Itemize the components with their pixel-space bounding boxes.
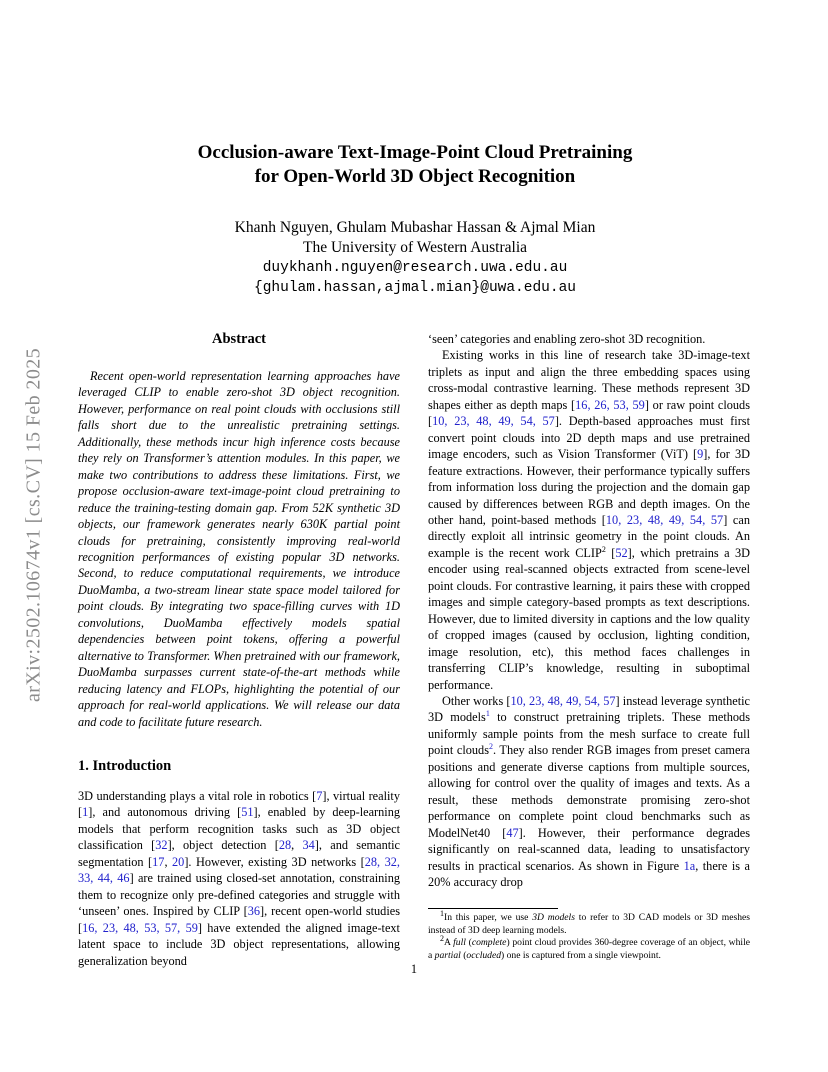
intro-paragraph-1: 3D understanding plays a vital role in robotics [7], virtual reality [1], and autonomous driving [51], enabled by deep-learning models that perform recognition tasks such as 3D object classification [32], object detection [28, 34], and semantic segmentation [17, 20]. However, existing 3D networks [28, 32, 33, 44, 46] are trained using closed-set annotation, constraining them to recognize only pre-defined categories and struggle with ‘unseen’ ones. Inspired by CLIP [36], recent open-world studies [16, 23, 48, 53, 57, 59] have extended the aligned image-text latent space to include 3D object representations, allowing generalization beyond bbox=[78, 789, 401, 968]
author-email-1: duykhanh.nguyen@research.uwa.edu.au bbox=[262, 260, 568, 276]
footnote-number: 2 bbox=[440, 934, 444, 943]
emphasis: occluded bbox=[466, 949, 502, 961]
right-paragraph-2 bbox=[428, 693, 750, 890]
emphasis: 3D models bbox=[532, 912, 575, 923]
text-run: ] instead leverage synthetic 3D models bbox=[428, 693, 750, 725]
footnote-1 bbox=[428, 908, 751, 937]
intro-heading: 1. Introduction bbox=[78, 758, 172, 774]
text-run: ], object detection [ bbox=[167, 838, 279, 853]
author-block bbox=[120, 218, 710, 298]
emphasis: partial bbox=[434, 949, 461, 961]
text-run: to construct pretraining triplets. These methods uniformly sample points from the mesh surface to create full point clouds bbox=[428, 710, 750, 758]
text-run: ) point cloud provides 360-degree coverage of an object, while a bbox=[428, 937, 750, 961]
author-names: Khanh Nguyen, Ghulam Mubashar Hassan & Ajmal Mian bbox=[234, 219, 596, 236]
right-paragraph-0: ‘seen’ categories and enabling zero-shot 3D recognition. bbox=[428, 332, 706, 346]
title-line-1: Occlusion-aware Text-Image-Point Cloud Pretraining bbox=[197, 142, 633, 163]
right-paragraph-1 bbox=[428, 347, 750, 693]
citation-link[interactable]: 28 bbox=[278, 838, 292, 853]
superscript: 2 bbox=[601, 544, 606, 554]
text-run: ]. However, their performance degrades significantly on real-scanned data, leading to unsatisfactory results in practical scenarios. As shown in Figure bbox=[428, 825, 750, 873]
text-run: ] can directly exploit all intrinsic geometry in the point clouds. An example is the recent work CLIP bbox=[428, 512, 750, 560]
paper-title bbox=[120, 141, 710, 189]
citation-link[interactable]: 32 bbox=[155, 838, 168, 853]
citation-link[interactable]: 16, 23, 48, 53, 57, 59 bbox=[82, 920, 198, 935]
citation-link[interactable]: 17 bbox=[152, 854, 165, 869]
text-run: [ bbox=[605, 545, 616, 560]
text-run: ], for 3D feature extractions. However, their performance typically suffers from information loss during the projection and the domain gap caused by differences between RGB and depth images. On the other hand, point-based methods [ bbox=[428, 447, 750, 527]
citation-link[interactable]: 10, 23, 48, 49, 54, 57 bbox=[510, 693, 616, 708]
figure-link[interactable]: 1a bbox=[683, 858, 696, 873]
citation-link[interactable]: 1 bbox=[82, 805, 89, 820]
text-run: ], which pretrains a 3D encoder using real-scanned objects extracted from scene-level point clouds. For contrastive learning, it pairs these with cropped images and simple category-based prompts as text descriptions. However, due to limited diversity in captions and the low quality of cropped images (caused by occlusion, lighting condition, image resolution, etc), this method faces challenges in transferring CLIP’s knowledge, resulting in suboptimal performance. bbox=[428, 545, 751, 692]
text-run: A bbox=[444, 937, 454, 949]
text-run: Other works [ bbox=[442, 693, 511, 708]
citation-link[interactable]: 7 bbox=[316, 789, 323, 803]
arxiv-watermark bbox=[22, 290, 46, 760]
citation-link[interactable]: 10, 23, 48, 49, 54, 57 bbox=[605, 512, 724, 527]
text-run: In this paper, we use bbox=[444, 912, 533, 923]
citation-link[interactable]: 47 bbox=[506, 825, 519, 840]
arxiv-id: arXiv:2502.10674v1 [cs.CV] 15 Feb 2025 bbox=[22, 347, 45, 703]
author-email-2: {ghulam.hassan,ajmal.mian}@uwa.edu.au bbox=[254, 280, 576, 296]
text-run: ( bbox=[465, 937, 472, 949]
footnote-number: 1 bbox=[440, 908, 444, 918]
text-run: ], virtual reality [ bbox=[78, 789, 400, 820]
author-affiliation: The University of Western Australia bbox=[302, 239, 528, 256]
emphasis: full bbox=[453, 937, 466, 949]
emphasis: complete bbox=[471, 937, 507, 949]
citation-link[interactable]: 16, 26, 53, 59 bbox=[575, 397, 645, 412]
text-run: . They also render RGB images from preset camera positions and generate diverse captions from multiple sources, allowing for control over the quality of images and texts. As a result, these methods demonstrate promising zero-shot performance on complete point cloud benchmarks such as ModelNet40 [ bbox=[428, 743, 750, 840]
text-run: ], recent open-world studies [ bbox=[78, 904, 400, 935]
text-run: ], and semantic segmentation [ bbox=[78, 838, 401, 869]
footnote-2 bbox=[428, 934, 750, 962]
text-run: ) one is captured from a single viewpoint. bbox=[501, 949, 661, 961]
text-run: to refer to 3D CAD models or 3D meshes instead of 3D deep learning models. bbox=[428, 912, 751, 936]
title-line-2: for Open-World 3D Object Recognition bbox=[254, 166, 576, 187]
text-run: 3D understanding plays a vital role in robotics [ bbox=[78, 789, 317, 803]
citation-link[interactable]: 10, 23, 48, 49, 54, 57 bbox=[432, 414, 555, 429]
citation-link[interactable]: 51 bbox=[241, 805, 254, 820]
citation-link[interactable]: 36 bbox=[247, 904, 261, 919]
text-run: ( bbox=[460, 949, 467, 961]
citation-link[interactable]: 34 bbox=[302, 838, 315, 853]
citation-link[interactable]: 9 bbox=[697, 447, 704, 462]
footnote-marker[interactable]: 2 bbox=[488, 742, 493, 752]
page-number: 1 bbox=[410, 962, 418, 976]
text-run: ] are trained using closed-set annotation, constraining them to recognize only pre-defined categories and struggle with ‘unseen’ ones. Inspired by CLIP [ bbox=[78, 871, 401, 919]
abstract-text: Recent open-world representation learning approaches have leveraged CLIP to enable zero-shot 3D object recognition. However, performance on real point clouds with occlusions still falls short due to the unrealistic pretraining settings. Additionally, these methods incur high inference costs because they rely on Transformer’s attention modules. In this paper, we make two contributions to address these limitations. First, we propose occlusion-aware text-image-point cloud pretraining to reduce the training-testing domain gap. From 52K synthetic 3D objects, our framework generates nearly 630K partial point clouds for pretraining, consistently improving real-world recognition performances of existing popular 3D networks. Second, to reduce computational requirements, we introduce DuoMamba, a two-stream linear state space model tailored for point clouds. By integrating two space-filling curves with 1D convolutions, DuoMamba effectively models spatial dependencies between point tokens, offering a powerful alternative to Transformer. When pretrained with our framework, DuoMamba surpasses current state-of-the-art methods while reducing latency and FLOPs, highlighting the potential of our approach for real-world applications. We will release our data and code to facilitate future research. bbox=[78, 369, 400, 729]
footnote-rule bbox=[428, 908, 558, 909]
text-run: Existing works in this line of research take 3D-image-text triplets as input and align the three embedding spaces using cross-modal contrastive learning. These methods represent 3D shapes either as depth maps [ bbox=[428, 348, 750, 412]
text-run: ], and autonomous driving [ bbox=[88, 805, 242, 820]
footnotes bbox=[428, 908, 750, 962]
citation-link[interactable]: 28, 32, 33, 44, 46 bbox=[78, 854, 400, 886]
abstract-body bbox=[78, 368, 400, 730]
right-column-body bbox=[428, 331, 750, 890]
text-run: ] have extended the aligned image-text latent space to include 3D object representations, allowing generalization beyond bbox=[78, 920, 400, 968]
text-run: ]. However, existing 3D networks [ bbox=[184, 854, 365, 869]
text-run: , there is a 20% accuracy drop bbox=[428, 858, 750, 889]
intro-body bbox=[78, 788, 400, 969]
abstract-heading: Abstract bbox=[212, 331, 266, 347]
text-run: ]. Depth-based approaches must first convert point clouds into 2D depth maps and use pretrained image encoders, such as Vision Transformer (ViT) [ bbox=[428, 414, 750, 462]
footnote-marker[interactable]: 1 bbox=[485, 709, 490, 719]
text-run: ], enabled by deep-learning models that perform recognition tasks such as 3D object classification [ bbox=[78, 805, 401, 853]
citation-link[interactable]: 52 bbox=[615, 545, 628, 560]
text-run: ] or raw point clouds [ bbox=[428, 397, 750, 429]
citation-link[interactable]: 20 bbox=[172, 854, 185, 869]
